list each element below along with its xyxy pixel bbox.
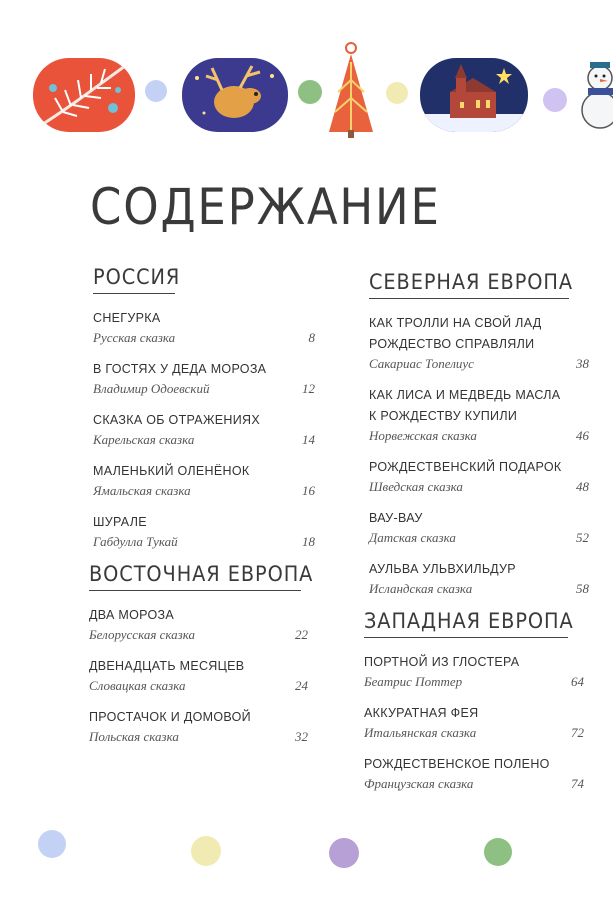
toc-entry[interactable] [369,385,589,445]
toc-entry[interactable] [364,754,584,793]
entry-page: 74 [571,776,584,791]
entry-title: ПРОСТАЧОК И ДОМОВОЙ [89,710,251,724]
entry-title: ДВЕНАДЦАТЬ МЕСЯЦЕВ [89,659,245,673]
toc-entry[interactable] [93,461,315,500]
decor-dot-blue [145,80,167,102]
entry-title: РОЖДЕСТВЕНСКОЕ ПОЛЕНО [364,757,550,771]
entry-title: КАК ЛИСА И МЕДВЕДЬ МАСЛА [369,388,561,402]
entry-page: 22 [295,627,308,642]
section-northern-europe [369,270,589,598]
entry-subtitle: Белорусская сказка [89,627,195,642]
entry-subtitle: Габдулла Тукай [93,534,178,549]
deer-illustration-icon [182,58,288,132]
decor-dot-blue [38,830,66,858]
entry-subtitle: Датская сказка [369,530,456,545]
entry-subtitle: Владимир Одоевский [93,381,210,396]
entry-subtitle: Польская сказка [89,729,179,744]
toc-entry[interactable] [93,359,315,398]
church-night-illustration-icon [420,58,528,132]
entry-page: 58 [576,581,589,596]
toc-entry[interactable] [369,559,589,598]
entry-page: 46 [576,428,589,443]
entry-subtitle: Русская сказка [93,330,176,345]
toc-entry[interactable] [364,652,584,691]
section-underline [89,590,301,591]
entry-subtitle: Беатрис Поттер [364,674,463,689]
decor-dot-purple [543,88,567,112]
entry-page: 8 [308,330,315,345]
decor-dot-green [298,80,322,104]
entry-title: МАЛЕНЬКИЙ ОЛЕНЁНОК [93,464,250,478]
entry-page: 14 [302,432,315,447]
section-russia [93,265,315,551]
entry-title-line2: К РОЖДЕСТВУ КУПИЛИ [369,409,518,423]
toc-entry[interactable] [369,508,589,547]
toc-entry[interactable] [93,308,315,347]
section-title: ЗАПАДНАЯ ЕВРОПА [364,609,574,633]
entry-title-line2: РОЖДЕСТВО СПРАВЛЯЛИ [369,337,535,351]
entry-subtitle: Французская сказка [364,776,474,791]
section-underline [369,298,569,299]
entry-title: ПОРТНОЙ ИЗ ГЛОСТЕРА [364,655,520,669]
entry-page: 64 [571,674,584,689]
entry-page: 16 [302,483,315,498]
entry-title: ШУРАЛЕ [93,515,147,529]
page-title: СОДЕРЖАНИЕ [90,178,441,236]
entry-title: СКАЗКА ОБ ОТРАЖЕНИЯХ [93,413,260,427]
toc-entry[interactable] [369,457,589,496]
entry-title: АУЛЬВА УЛЬВХИЛЬДУР [369,562,516,576]
entry-title: СНЕГУРКА [93,311,161,325]
entry-subtitle: Итальянская сказка [364,725,477,740]
entry-title: АККУРАТНАЯ ФЕЯ [364,706,479,720]
entry-page: 32 [295,729,308,744]
entry-page: 52 [576,530,589,545]
toc-entry[interactable] [364,703,584,742]
toc-entry[interactable] [89,656,308,695]
entry-title: В ГОСТЯХ У ДЕДА МОРОЗА [93,362,267,376]
decor-dot-green [484,838,512,866]
christmas-tree-illustration-icon [326,40,376,140]
entry-subtitle: Карельская сказка [93,432,195,447]
leaf-illustration-icon [33,58,135,132]
entry-subtitle: Словацкая сказка [89,678,186,693]
section-eastern-europe [89,562,314,746]
section-title: СЕВЕРНАЯ ЕВРОПА [369,270,573,294]
entry-page: 18 [302,534,315,549]
section-underline [93,293,175,294]
entry-page: 24 [295,678,308,693]
entry-page: 72 [571,725,584,740]
entry-page: 38 [576,356,589,371]
section-western-europe [364,609,584,793]
entry-subtitle: Норвежская сказка [369,428,477,443]
toc-entry[interactable] [93,410,315,449]
entry-title: ВАУ-ВАУ [369,511,423,525]
toc-entry[interactable] [93,512,315,551]
section-title: ВОСТОЧНАЯ ЕВРОПА [89,562,314,586]
decor-dot-yellow [191,836,221,866]
entry-subtitle: Шведская сказка [369,479,463,494]
entry-subtitle: Ямальская сказка [93,483,191,498]
toc-entry[interactable] [89,605,308,644]
toc-entry[interactable] [369,313,589,373]
section-underline [364,637,568,638]
decor-dot-yellow [386,82,408,104]
entry-subtitle: Исландская сказка [369,581,473,596]
entry-page: 48 [576,479,589,494]
entry-title: РОЖДЕСТВЕНСКИЙ ПОДАРОК [369,460,562,474]
snowman-illustration-icon [578,58,613,138]
entry-page: 12 [302,381,315,396]
entry-title: КАК ТРОЛЛИ НА СВОЙ ЛАД [369,316,542,330]
entry-title: ДВА МОРОЗА [89,608,175,622]
section-title: РОССИЯ [93,265,181,289]
toc-entry[interactable] [89,707,308,746]
entry-subtitle: Сакариас Топелиус [369,356,474,371]
decor-dot-purple [329,838,359,868]
